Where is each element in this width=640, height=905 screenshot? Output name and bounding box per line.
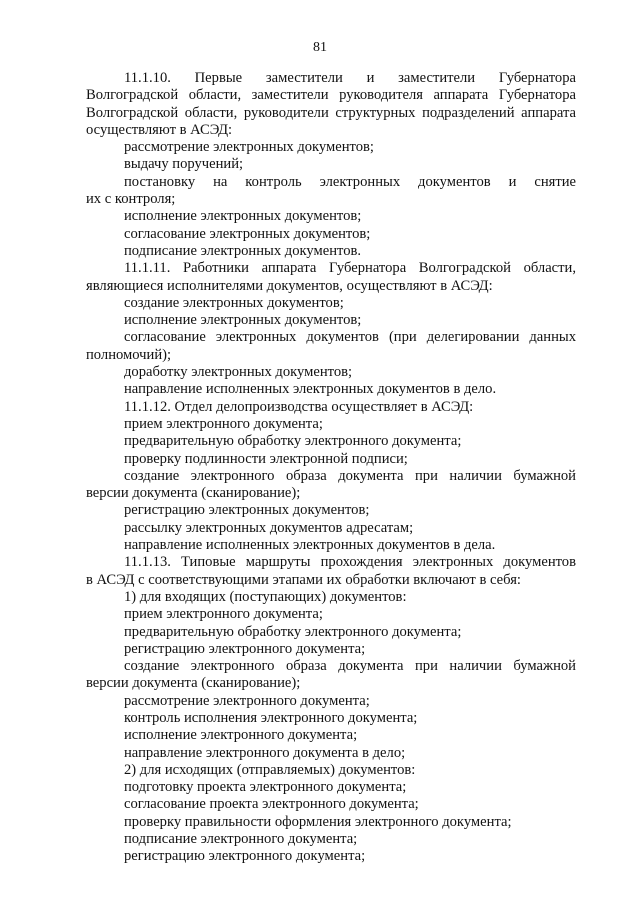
text-line: направление электронного документа в дело; [124,744,406,761]
text-line: регистрацию электронных документов; [124,502,370,519]
text-line: 11.1.12. Отдел делопроизводства осуществляет в АСЭД: [124,398,474,415]
text-line: 1) для входящих (поступающих) документов: [124,588,407,605]
text-line: рассмотрение электронного документа; [124,692,370,709]
text-line: рассылку электронных документов адресатам; [124,519,414,536]
text-line: 11.1.11. Работники аппарата Губернатора Волгоградской области, [124,260,576,277]
text-line: направление исполненных электронных документов в дела. [124,537,496,554]
text-line: исполнение электронных документов; [124,208,362,225]
text-line: прием электронного документа; [124,606,323,623]
page-number: 81 [313,40,327,55]
text-line: создание электронного образа документа при наличии бумажной [124,658,576,675]
text-line: Волгоградской области, заместители руководителя аппарата Губернатора [86,87,576,104]
text-line: их с контроля; [86,191,176,208]
text-line: прием электронного документа; [124,415,323,432]
document-body [86,70,576,866]
text-line: в АСЭД с соответствующими этапами их обработки включают в себя: [86,571,521,588]
text-line: создание электронного образа документа при наличии бумажной [124,467,576,484]
text-line: версии документа (сканирование); [86,485,301,502]
text-line: направление исполненных электронных документов в дело. [124,381,497,398]
text-line: контроль исполнения электронного документа; [124,709,418,726]
text-line: постановку на контроль электронных документов и снятие [124,173,576,190]
text-line: осуществляют в АСЭД: [86,121,233,138]
text-line: доработку электронных документов; [124,364,353,381]
text-line: создание электронных документов; [124,294,344,311]
text-line: полномочий); [86,346,172,363]
text-line: регистрацию электронного документа; [124,848,366,865]
text-line: 11.1.13. Типовые маршруты прохождения электронных документов [124,554,576,571]
text-line: подписание электронного документа; [124,831,358,848]
text-line: исполнение электронных документов; [124,312,362,329]
text-line: подписание электронных документов. [124,242,362,259]
text-line: согласование электронных документов (при делегировании данных [124,329,576,346]
text-line: регистрацию электронного документа; [124,640,366,657]
text-line: 2) для исходящих (отправляемых) документов: [124,761,416,778]
text-line: согласование проекта электронного документа; [124,796,419,813]
text-line: версии документа (сканирование); [86,675,301,692]
text-line: Волгоградской области, руководители структурных подразделений аппарата [86,104,576,121]
text-line: предварительную обработку электронного документа; [124,623,462,640]
text-line: являющиеся исполнителями документов, осуществляют в АСЭД: [86,277,493,294]
text-line: исполнение электронного документа; [124,727,358,744]
text-line: подготовку проекта электронного документа; [124,779,407,796]
text-line: согласование электронных документов; [124,225,371,242]
text-line: 11.1.10. Первые заместители и заместители Губернатора [124,70,576,86]
text-line: предварительную обработку электронного документа; [124,433,462,450]
text-line: проверку подлинности электронной подписи; [124,450,408,467]
text-line: рассмотрение электронных документов; [124,139,374,156]
text-line: выдачу поручений; [124,156,244,173]
text-line: проверку правильности оформления электронного документа; [124,813,512,830]
